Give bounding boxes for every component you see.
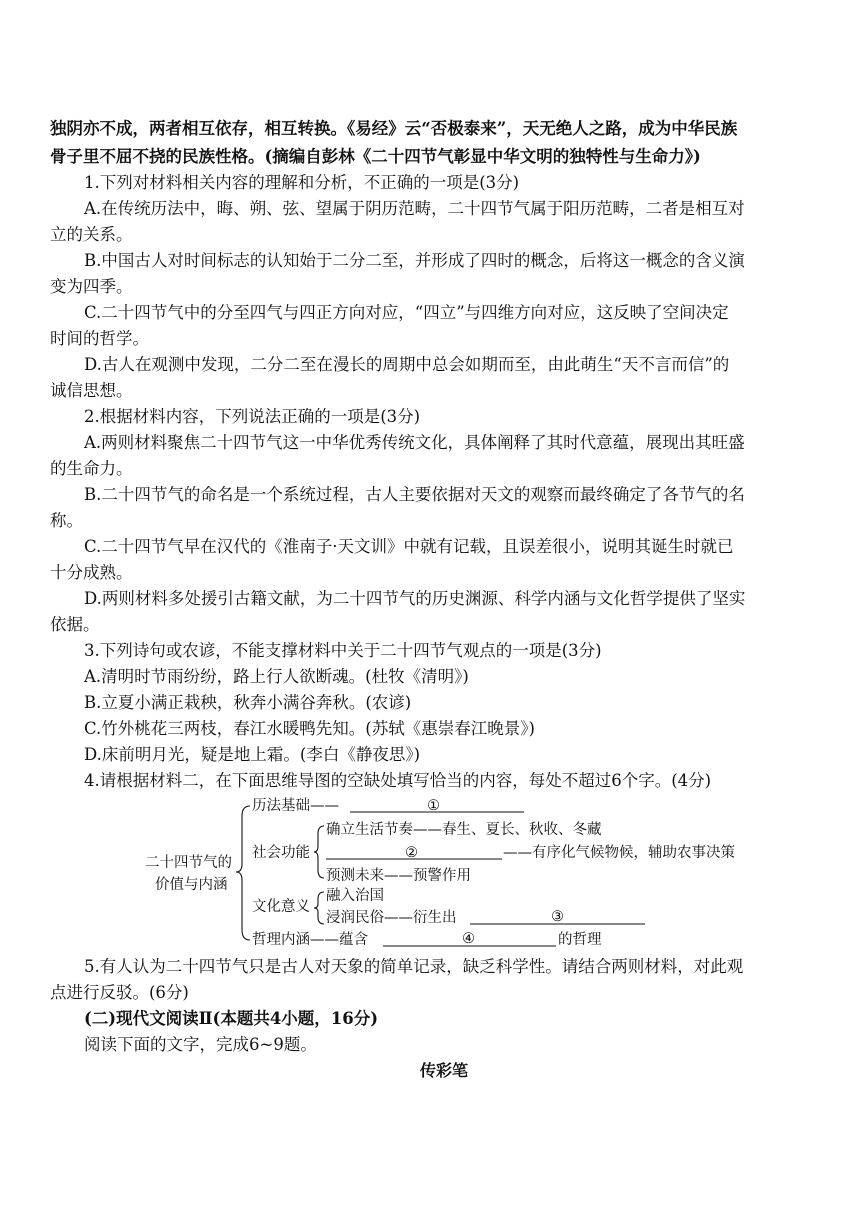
blank-3-marker: ③: [551, 909, 564, 925]
question-3-stem: 3.下列诗句或农谚，不能支撑材料中关于二十四节气观点的一项是(3分): [84, 641, 602, 660]
option-d: D.两则材料多处援引古籍文献，为二十四节气的历史渊源、科学内涵与文化哲学提供了坚实: [84, 589, 746, 608]
question-4-stem: 4.请根据材料二，在下面思维导图的空缺处填写恰当的内容，每处不超过6个字。(4分): [84, 771, 712, 790]
option-c: C.二十四节气早在汉代的《淮南子·天文训》中就有记载，且误差很小，说明其诞生时就已: [84, 537, 734, 556]
question-2-stem: 2.根据材料内容，下列说法正确的一项是(3分): [84, 407, 421, 426]
blank-2-marker: ②: [405, 845, 418, 861]
paragraph-line: 骨子里不屈不挠的民族性格。(摘编自彭林《二十四节气彰显中华文明的独特性与生命力》): [50, 147, 701, 166]
blank-4-marker: ④: [462, 931, 475, 947]
social-function-brace: [314, 826, 324, 878]
cultural-meaning-brace: [314, 892, 324, 924]
branch-cultural-meaning: 文化意义: [252, 899, 310, 915]
option-b-cont: 称。: [50, 511, 83, 530]
map-sub-governance: 融入治国: [326, 888, 384, 904]
map-root-line-2: 价值与内涵: [155, 877, 228, 893]
map-sub-folk-customs: 浸润民俗——衍生出: [326, 910, 457, 926]
option-a: A.两则材料聚焦二十四节气这一中华优秀传统文化，具体阐释了其时代意蕴，展现出其旺盛: [84, 433, 745, 452]
option-d: D.古人在观测中发现，二分二至在漫长的周期中总会如期而至，由此萌生“天不言而信”的: [84, 355, 730, 374]
map-root-line-1: 二十四节气的: [145, 855, 232, 871]
option-d-cont: 依据。: [50, 615, 100, 634]
question-5-line: 5.有人认为二十四节气只是古人对天象的简单记录，缺乏科学性。请结合两则材料，对此观: [84, 957, 744, 976]
question-5-line-cont: 点进行反驳。(6分): [50, 983, 189, 1002]
option-b: B.二十四节气的命名是一个系统过程，古人主要依据对天文的观察而最终确定了各节气的名: [84, 485, 745, 504]
option-d: D.床前明月光，疑是地上霜。(李白《静夜思》): [84, 745, 421, 764]
map-sub-ordering: ——有序化气候物候，辅助农事决策: [503, 845, 735, 861]
branch-social-function: 社会功能: [252, 845, 310, 861]
article-title: 传彩笔: [420, 1061, 469, 1080]
option-a: A.清明时节雨纷纷，路上行人欲断魂。(杜牧《清明》): [84, 667, 469, 686]
option-b: B.中国古人对时间标志的认知始于二分二至，并形成了四时的概念，后将这一概念的含义演: [84, 251, 745, 270]
branch-philosophy: 哲理内涵——蕴含: [252, 932, 368, 948]
section-heading: (二)现代文阅读Ⅱ(本题共4小题，16分): [84, 1009, 379, 1028]
option-c: C.二十四节气中的分至四气与四正方向对应，“四立”与四维方向对应，这反映了空间决定: [84, 303, 729, 322]
option-a: A.在传统历法中，晦、朔、弦、望属于阴历范畴，二十四节气属于阳历范畴，二者是相互对: [84, 199, 745, 218]
root-brace: [236, 806, 250, 940]
option-b-cont: 变为四季。: [50, 277, 133, 296]
blank-1-marker: ①: [427, 798, 440, 814]
section-instruction: 阅读下面的文字，完成6~9题。: [84, 1035, 317, 1054]
option-d-cont: 诚信思想。: [50, 381, 133, 400]
paragraph-line: 独阴亦不成，两者相互依存，相互转换。《易经》云“否极泰来”，天无绝人之路，成为中华民族: [50, 119, 738, 138]
question-1-stem: 1.下列对材料相关内容的理解和分析，不正确的一项是(3分): [84, 173, 520, 192]
map-philosophy-tail: 的哲理: [558, 932, 602, 948]
option-b: B.立夏小满正栽秧，秋奔小满谷奔秋。(农谚): [84, 693, 412, 712]
option-c-cont: 十分成熟。: [50, 563, 133, 582]
option-c: C.竹外桃花三两枝，春江水暖鸭先知。(苏轼《惠崇春江晚景》): [84, 719, 535, 738]
branch-calendar-basis: 历法基础——: [252, 798, 339, 814]
option-a-cont: 的生命力。: [50, 459, 133, 478]
option-c-cont: 时间的哲学。: [50, 329, 149, 348]
map-sub-forecast: 预测未来——预警作用: [326, 868, 471, 884]
option-a-cont: 立的关系。: [50, 225, 133, 244]
map-sub-life-rhythm: 确立生活节奏——春生、夏长、秋收、冬藏: [326, 822, 602, 838]
